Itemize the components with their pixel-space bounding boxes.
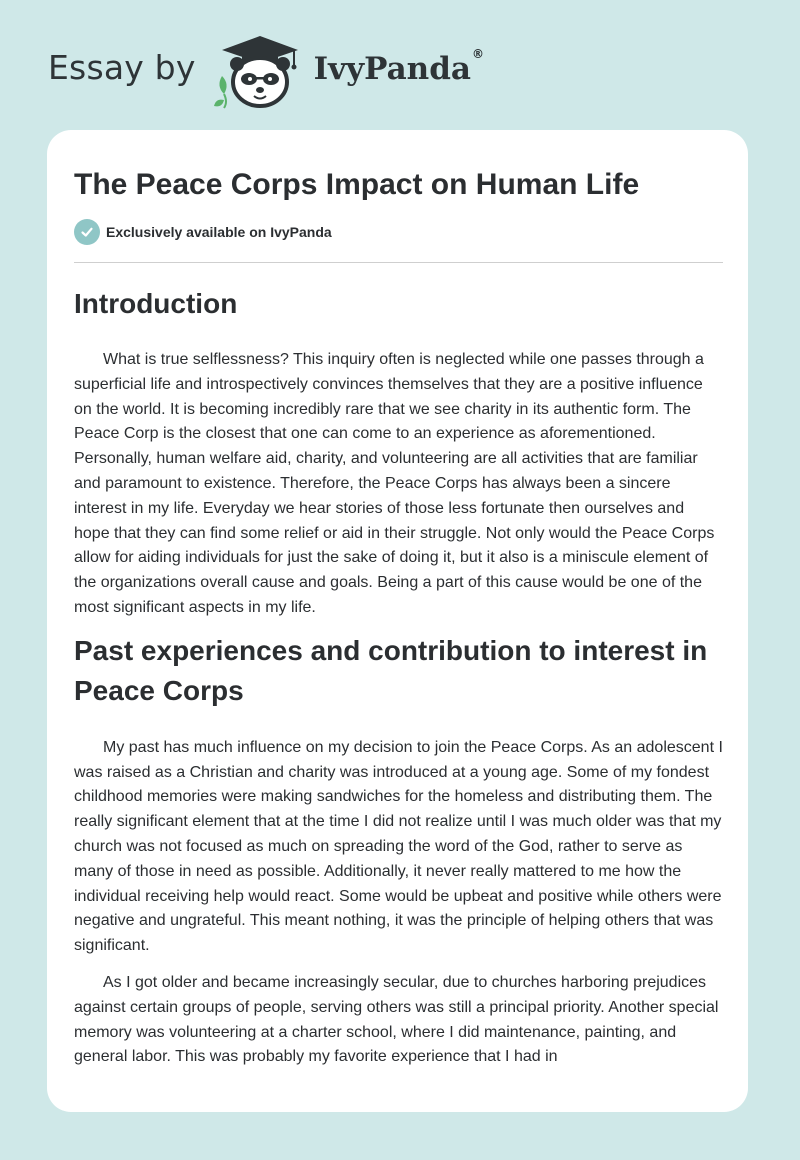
section-heading: Past experiences and contribution to interest in Peace Corps xyxy=(74,634,708,706)
badge-text: Exclusively available on IvyPanda xyxy=(106,224,332,240)
check-icon xyxy=(74,219,100,245)
availability-badge xyxy=(74,218,724,246)
essay-card xyxy=(47,130,748,1112)
paragraph: As I got older and became increasingly secular, due to churches harboring prejudices against certain groups of people, serving others was still a principal priority. Another special memory was volunteering at a charter school, where I did maintenance, painting, and general labor. This was probably my favorite experience that I had in xyxy=(74,973,719,1066)
divider xyxy=(74,262,723,263)
panda-logo-icon xyxy=(210,30,310,110)
section-heading: Introduction xyxy=(74,288,238,319)
site-brand[interactable] xyxy=(48,30,484,110)
essay-content xyxy=(74,166,724,1070)
section-introduction xyxy=(74,284,724,621)
essay-title: The Peace Corps Impact on Human Life xyxy=(74,168,640,201)
brand-name-text: IvyPanda xyxy=(313,51,471,87)
brand-prefix: Essay by xyxy=(48,47,196,87)
paragraph: My past has much influence on my decision to join the Peace Corps. As an adolescent I was raised as a Christian and charity was introduced at a young age. Some of my fondest childhood memories were making sandwiches for the homeless and distributing them. The really significant element that at the time I did not realize until I was much older was that my church was not focused as much on spreading the word of the God, rather to serve as many of those in need as possible. Additionally, it never really mattered to me how the individual receiving help would react. Some would be upbeat and positive while others were negative and ungrateful. This meant nothing, it was the principle of helping others that was significant. xyxy=(74,738,723,955)
brand-name xyxy=(313,47,484,87)
paragraph: What is true selflessness? This inquiry often is neglected while one passes through a superficial life and introspectively convinces themselves that they are a positive influence on the world. It is becoming incredibly rare that we see charity in its authentic form. The Peace Corp is the closest that one can come to an experience as aforementioned. Personally, human welfare aid, charity, and volunteering are all activities that are familiar and paramount to existence. Therefore, the Peace Corps has always been a sincere interest in my life. Everyday we hear stories of those less fortunate then ourselves and hope that they can find some relief or aid in their struggle. Not only would the Peace Corps allow for aiding individuals for just the sake of doing it, but it also is a miniscule element of the organizations overall cause and goals. Being a part of this cause would be one of the most significant aspects in my life. xyxy=(74,351,715,616)
section-past-experiences xyxy=(74,631,724,1070)
registered-mark: ® xyxy=(471,47,484,61)
